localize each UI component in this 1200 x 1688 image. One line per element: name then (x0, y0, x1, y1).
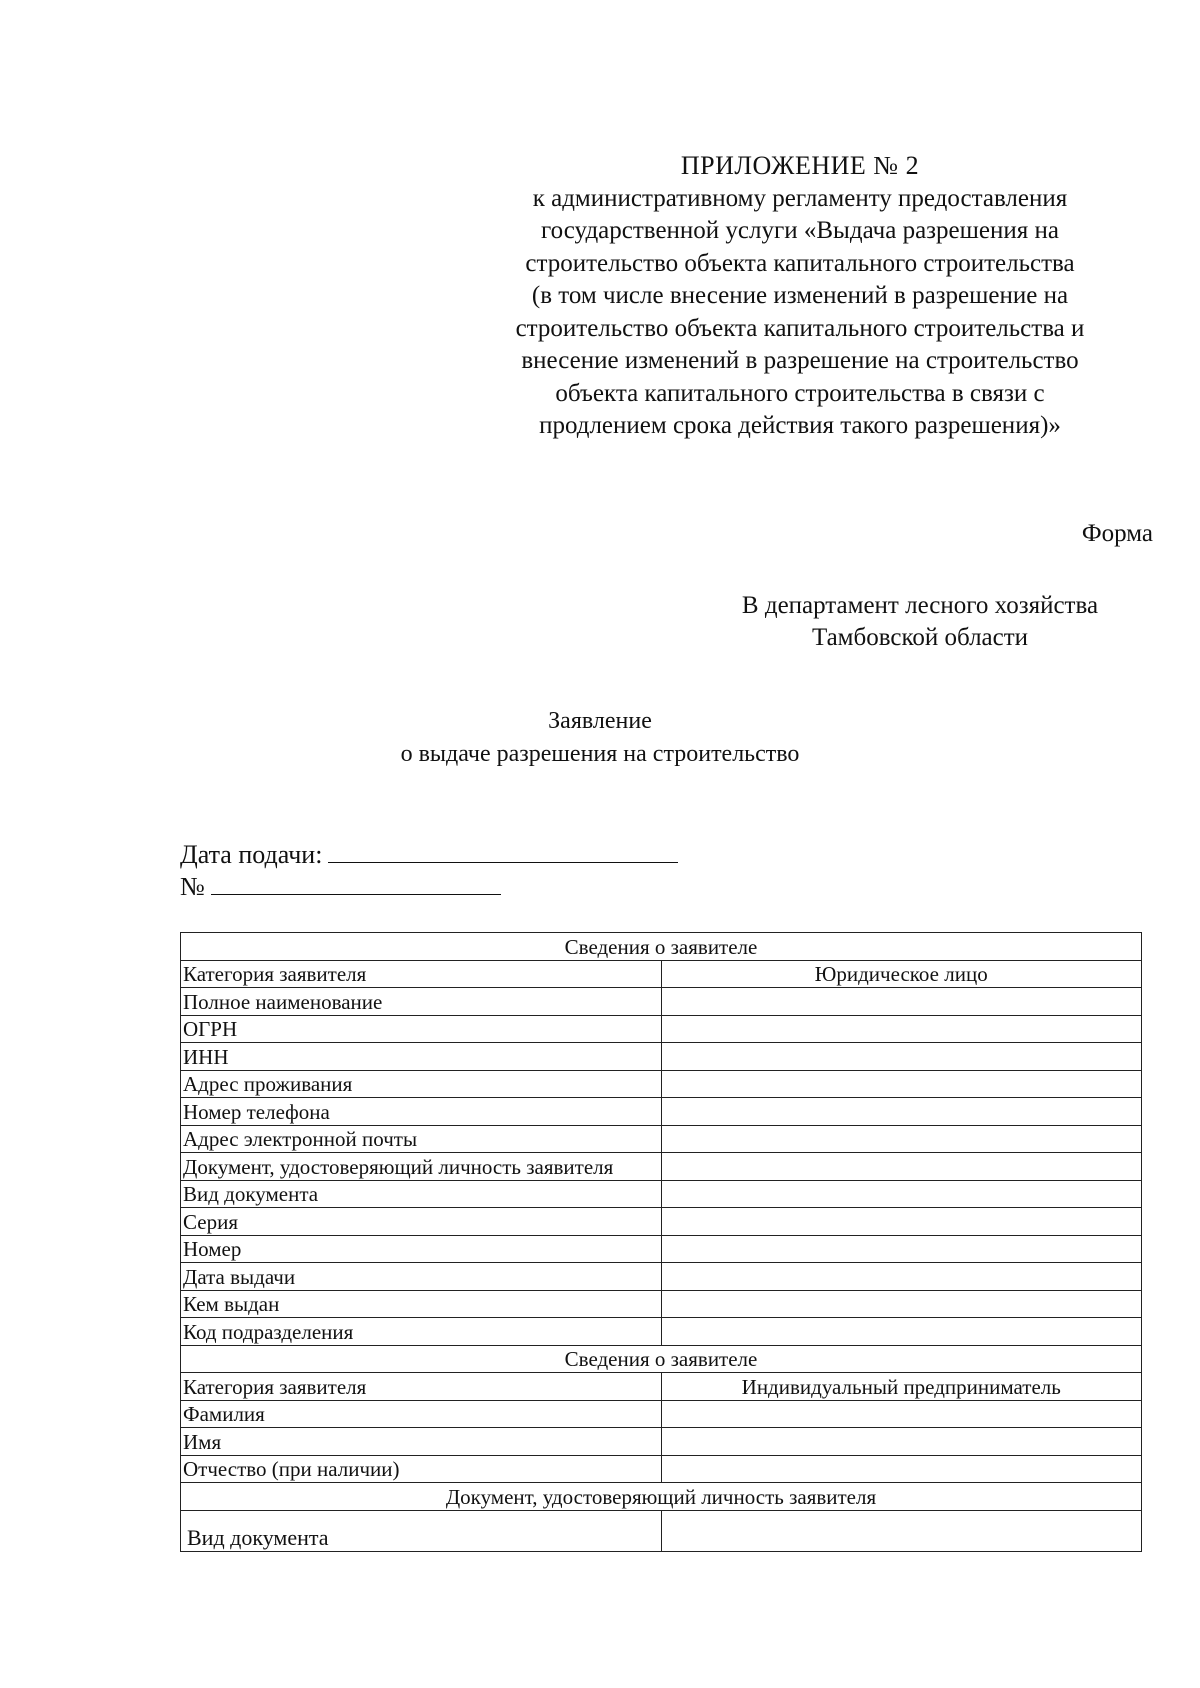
appendix-line: продлением срока действия такого разрешения)» (539, 412, 1061, 439)
appendix-line: к административному регламенту предоставления (532, 184, 1068, 212)
row-label: ИНН (181, 1043, 662, 1071)
row-label: ОГРН (181, 1015, 662, 1043)
value-cell[interactable] (661, 1318, 1142, 1346)
value-cell[interactable] (661, 1263, 1142, 1291)
applicant-category-value: Юридическое лицо (661, 960, 1142, 988)
row-label: Имя (181, 1428, 662, 1456)
value-cell[interactable] (661, 1290, 1142, 1318)
appendix-line: государственной услуги «Выдача разрешения на (541, 217, 1059, 244)
submission-number-label: № (180, 872, 205, 901)
appendix-line: объекта капитального строительства в связи с (555, 379, 1045, 407)
row-label: Номер (181, 1235, 662, 1263)
value-cell[interactable] (661, 1125, 1142, 1153)
row-label: Категория заявителя (181, 1373, 662, 1401)
statement-title: Заявление (548, 708, 652, 734)
submission-number-row (180, 872, 501, 902)
value-cell[interactable] (661, 1235, 1142, 1263)
row-label: Документ, удостоверяющий личность заявителя (181, 1153, 662, 1181)
row-label: Код подразделения (181, 1318, 662, 1346)
row-label: Номер телефона (181, 1098, 662, 1126)
value-cell[interactable] (661, 1070, 1142, 1098)
row-label: Серия (181, 1208, 662, 1236)
appendix-line: (в том числе внесение изменений в разрешение на (531, 282, 1069, 309)
row-label: Вид документа (181, 1180, 662, 1208)
submission-date-field[interactable] (328, 840, 678, 863)
appendix-line: внесение изменений в разрешение на строительство (521, 347, 1079, 374)
row-label: Адрес электронной почты (181, 1125, 662, 1153)
row-label: Полное наименование (181, 988, 662, 1016)
value-cell[interactable] (661, 1098, 1142, 1126)
value-cell[interactable] (661, 1400, 1142, 1428)
value-cell[interactable] (661, 1208, 1142, 1236)
section-header-legal: Сведения о заявителе (181, 933, 1142, 961)
row-label: Кем выдан (181, 1290, 662, 1318)
statement-subtitle: о выдаче разрешения на строительство (400, 741, 800, 767)
section-header-ip: Сведения о заявителе (181, 1345, 1142, 1373)
recipient-line: В департамент лесного хозяйства (741, 592, 1099, 619)
value-cell[interactable] (661, 1428, 1142, 1456)
section-header-document: Документ, удостоверяющий личность заявителя (181, 1483, 1142, 1511)
row-label: Дата выдачи (181, 1263, 662, 1291)
applicant-category-value: Индивидуальный предприниматель (661, 1373, 1142, 1401)
submission-date-label: Дата подачи: (180, 840, 323, 869)
recipient-block (700, 590, 1140, 654)
submission-number-field[interactable] (211, 872, 501, 895)
value-cell[interactable] (661, 1180, 1142, 1208)
row-label: Адрес проживания (181, 1070, 662, 1098)
appendix-line: строительство объекта капитального строительства и (515, 314, 1085, 342)
value-cell[interactable] (661, 1455, 1142, 1483)
form-label: Форма (1081, 520, 1153, 547)
statement-heading (300, 705, 900, 771)
value-cell[interactable] (661, 1153, 1142, 1181)
recipient-line: Тамбовской области (811, 624, 1029, 651)
value-cell[interactable] (661, 1510, 1142, 1551)
value-cell[interactable] (661, 988, 1142, 1016)
applicant-info-table (180, 932, 1142, 1552)
appendix-line: строительство объекта капитального строительства (525, 249, 1075, 277)
appendix-title: ПРИЛОЖЕНИЕ № 2 (680, 151, 920, 180)
row-label: Категория заявителя (181, 960, 662, 988)
appendix-block (470, 150, 1130, 443)
row-label: Отчество (при наличии) (181, 1455, 662, 1483)
value-cell[interactable] (661, 1043, 1142, 1071)
submission-date-row (180, 840, 678, 870)
row-label: Фамилия (181, 1400, 662, 1428)
row-label: Вид документа (181, 1510, 662, 1551)
value-cell[interactable] (661, 1015, 1142, 1043)
